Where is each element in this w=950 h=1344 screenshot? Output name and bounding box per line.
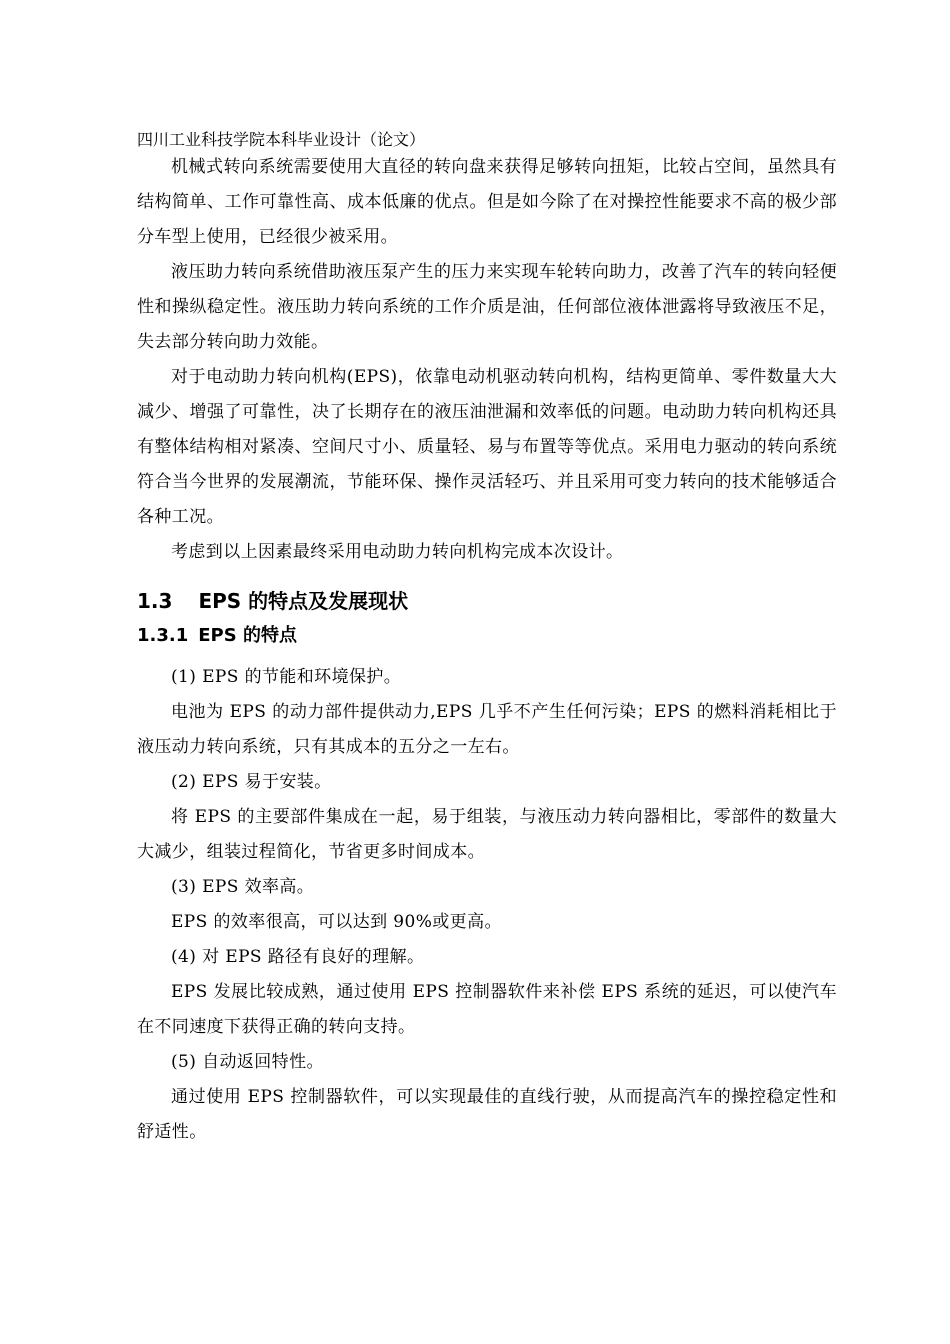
- subsection-title: EPS 的特点: [198, 625, 297, 646]
- body-paragraph: 对于电动助力转向机构(EPS)，依靠电动机驱动转向机构，结构更简单、零件数量大大减少、增强了可靠性，决了长期存在的液压油泄漏和效率低的问题。电动助力转向机构还具有整体结构相对紧凑、空间尺寸小、质量轻、易与布置等等优点。采用电力驱动的转向系统符合当今世界的发展潮流，节能环保、操作灵活轻巧、并且采用可变力转向的技术能够适合各种工况。: [137, 367, 837, 527]
- feature-body: 将 EPS 的主要部件集成在一起，易于组装，与液压动力转向器相比，零部件的数量大大减少，组装过程简化，节省更多时间成本。: [137, 807, 837, 862]
- feature-body: 通过使用 EPS 控制器软件，可以实现最佳的直线行驶，从而提高汽车的操控稳定性和舒适性。: [137, 1087, 837, 1142]
- subsection-heading: [137, 622, 837, 650]
- subsection-number: 1.3.1: [137, 625, 189, 646]
- document-page: [137, 128, 837, 1150]
- feature-heading: (5) 自动返回特性。: [171, 1052, 324, 1072]
- body-paragraph: 考虑到以上因素最终采用电动助力转向机构完成本次设计。: [171, 542, 624, 562]
- body-paragraph: 液压助力转向系统借助液压泵产生的压力来实现车轮转向助力，改善了汽车的转向轻便性和操纵稳定性。液压助力转向系统的工作介质是油，任何部位液体泄露将导致液压不足，失去部分转向助力效能。: [137, 262, 837, 352]
- feature-heading: (4) 对 EPS 路径有良好的理解。: [171, 947, 425, 967]
- feature-heading: (2) EPS 易于安装。: [171, 772, 332, 792]
- feature-body: 电池为 EPS 的动力部件提供动力,EPS 几乎不产生任何污染；EPS 的燃料消耗相比于液压动力转向系统，只有其成本的五分之一左右。: [137, 702, 837, 757]
- feature-heading: (1) EPS 的节能和环境保护。: [171, 667, 402, 687]
- section-title: EPS 的特点及发展现状: [198, 589, 409, 613]
- running-header: 四川工业科技学院本科毕业设计（论文）: [137, 130, 426, 149]
- section-number: 1.3: [137, 589, 173, 613]
- feature-body: EPS 发展比较成熟，通过使用 EPS 控制器软件来补偿 EPS 系统的延迟，可以使汽车在不同速度下获得正确的转向支持。: [137, 982, 837, 1037]
- feature-heading: (3) EPS 效率高。: [171, 877, 315, 897]
- body-paragraph: 机械式转向系统需要使用大直径的转向盘来获得足够转向扭矩，比较占空间，虽然具有结构简单、工作可靠性高、成本低廉的优点。但是如今除了在对操控性能要求不高的极少部分车型上使用，已经很少被采用。: [137, 157, 837, 247]
- section-heading: [137, 586, 837, 616]
- feature-body: EPS 的效率很高，可以达到 90%或更高。: [171, 912, 502, 932]
